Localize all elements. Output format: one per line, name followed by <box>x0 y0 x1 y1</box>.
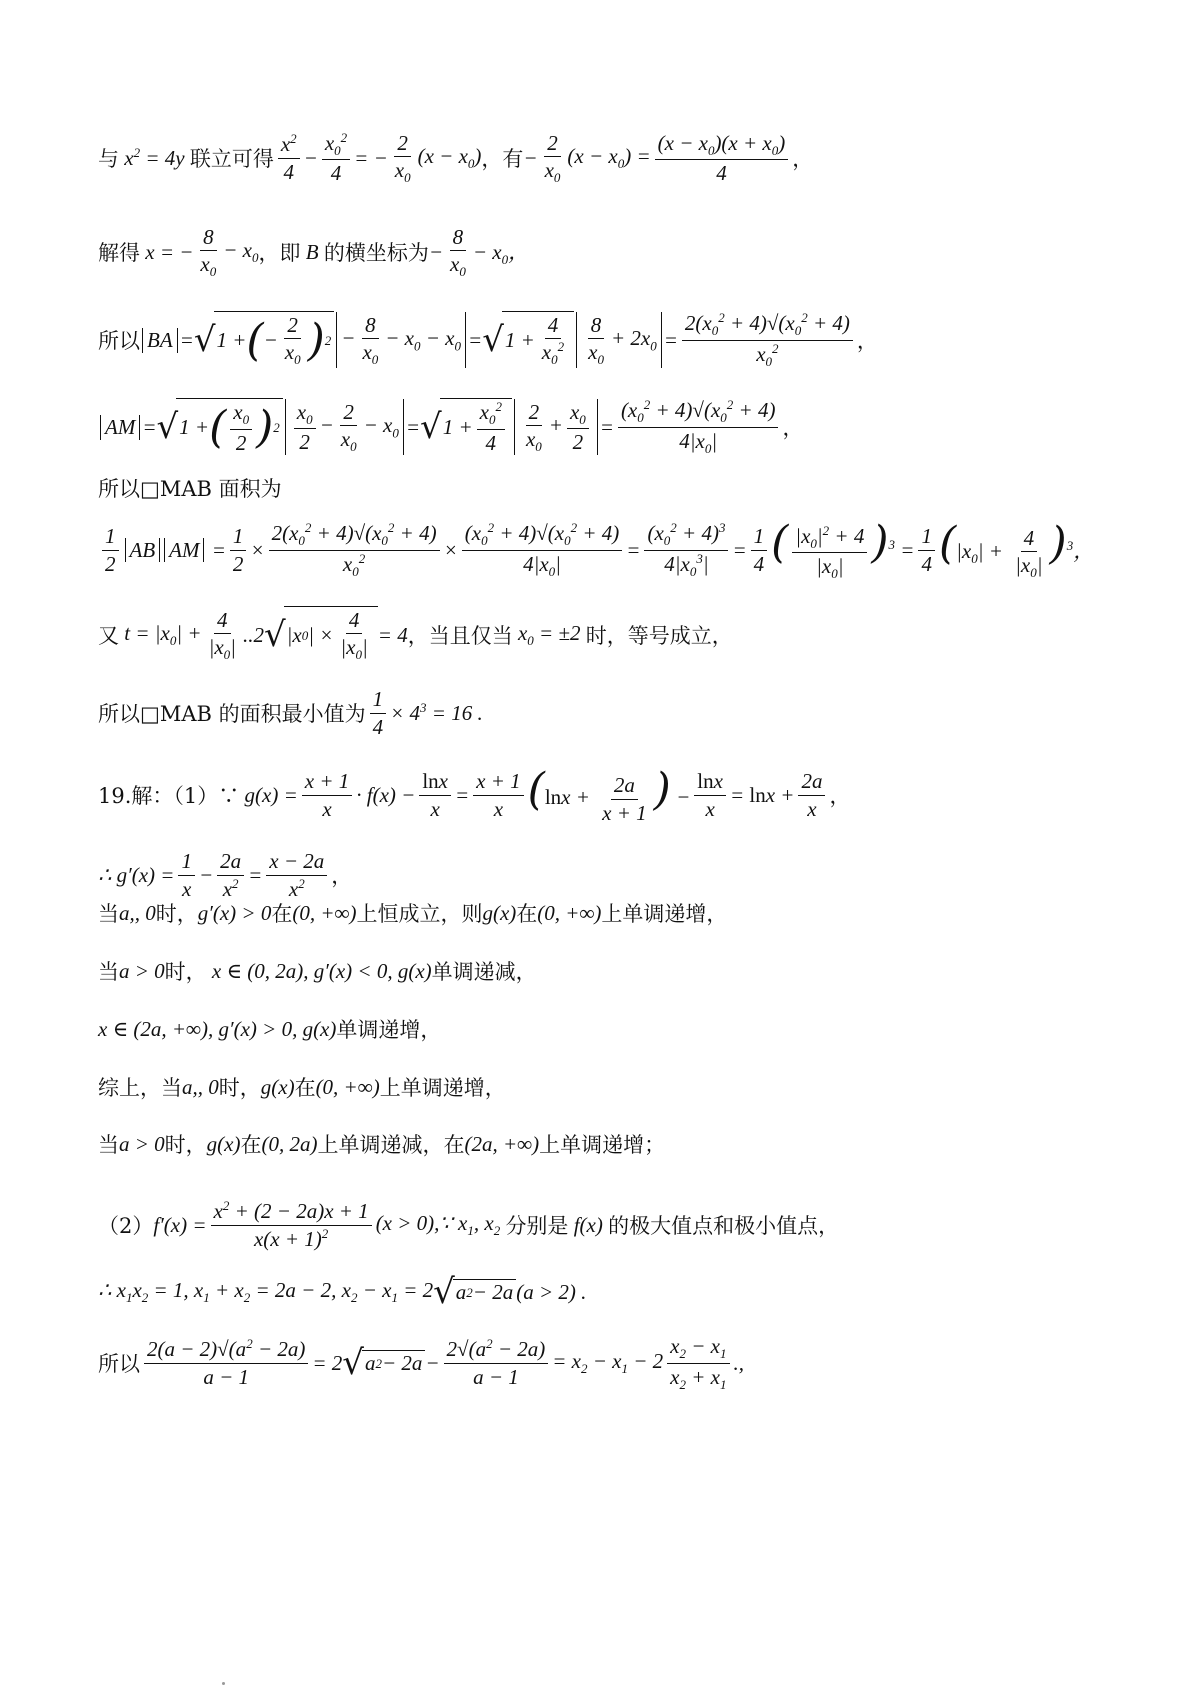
math: a 2 − 2a <box>362 1350 425 1376</box>
math: = <box>732 537 747 562</box>
text-seg: 当 <box>98 960 119 984</box>
math: = <box>599 414 614 439</box>
text-seg: 时， <box>164 960 207 984</box>
math: $x^2 = 4y$ <box>119 145 190 170</box>
text-seg: 19.解：（1）∵ <box>98 784 240 808</box>
math: − $x_0$， <box>472 239 530 268</box>
sqrt-sign: √ <box>420 407 442 447</box>
math-frac: $\frac{2a}{x}$ <box>798 768 825 822</box>
math: BA <box>142 328 178 353</box>
math: ， <box>792 147 814 171</box>
math: (lnx + $\frac{2a}{x + 1}$ ) − <box>527 764 691 825</box>
math: $t = |x_0|$ + <box>119 620 202 649</box>
math: · f(x) − <box>356 782 416 807</box>
math-frac: $\frac{x^2 + (2 - 2a)x + 1}{x(x + 1)^2}$ <box>211 1198 372 1252</box>
sqrt-sign: √ <box>433 1272 455 1312</box>
math: ， <box>856 329 878 353</box>
math-frac: $\frac{2(x_0^2 + 4)√(x_0^2 + 4)}{x_0^2}$ <box>269 520 440 580</box>
math: a,, 0 <box>119 900 156 925</box>
math: $(x - x_0)$ = <box>567 143 651 172</box>
math: x = − <box>140 239 194 264</box>
sqrt-sign: √ <box>263 615 286 655</box>
math-frac: $\frac{(x_0^2 + 4)√(x_0^2 + 4)}{4|x_0|}$ <box>462 520 623 580</box>
math: a > 0 <box>119 1131 165 1156</box>
math: − <box>428 239 443 264</box>
text-line-5 <box>98 468 282 508</box>
eq-line-16 <box>98 1180 839 1270</box>
text-seg: 所以□MAB 面积为 <box>98 477 282 501</box>
eq-line-18 <box>98 1318 744 1408</box>
text-seg: 时，等号成立， <box>585 624 733 648</box>
math: |x 0 | × $\frac{4}{|x_0|}$ <box>284 606 378 664</box>
math: a,, 0 <box>182 1074 219 1099</box>
math: ( $\frac{|x_0|^2 + 4}{|x_0|}$ )$^3$ = <box>771 517 915 582</box>
math: AM <box>100 415 140 440</box>
math: = <box>468 327 483 352</box>
math: × <box>250 537 265 562</box>
text-seg: 在 <box>294 1076 316 1100</box>
math: $\frac{8}{x_0}$ + $2x_0$ <box>576 312 662 369</box>
math-frac: $\frac{8}{x_0}$ <box>450 224 466 280</box>
math: ， <box>331 864 353 888</box>
math: = <box>142 414 157 439</box>
text-seg: ，即 <box>258 241 301 265</box>
sqrt-sign: √ <box>193 320 216 360</box>
text-seg: 在 <box>240 1133 262 1157</box>
math: ， <box>782 416 804 440</box>
math-frac: $\frac{(x_0^2 + 4)^3}{4|x_0^3|}$ <box>644 520 728 580</box>
math-frac: $\frac{1}{4}$ <box>918 523 935 577</box>
math: (0, +∞) <box>537 900 602 925</box>
text-seg: 上单调递增， <box>601 902 728 926</box>
math: B <box>300 239 324 264</box>
text-seg: ，当且仅当 <box>407 624 513 648</box>
math: = <box>454 782 470 807</box>
math-frac: $\frac{\ln x}{x}$ <box>419 768 451 822</box>
math-frac: $\frac{x + 1}{x}$ <box>302 768 353 822</box>
eq-line-2 <box>98 207 529 297</box>
math-frac: $\frac{x_2 - x_1}{x_2 + x_1}$ <box>667 1333 729 1393</box>
text-seg: 又 <box>98 624 119 648</box>
text-seg: 单调递增， <box>336 1018 442 1042</box>
sqrt-sign: √ <box>482 320 504 360</box>
text-seg: 当 <box>98 1133 119 1157</box>
text-line-14 <box>98 1067 506 1107</box>
math: ($|x_0|$ + $\frac{4}{|x_0|}$ )$^3$， <box>938 518 1095 581</box>
text-line-11 <box>98 893 727 933</box>
math: ..2 <box>242 622 264 647</box>
math: = <box>663 327 678 352</box>
text-seg: 综上，当 <box>98 1076 182 1100</box>
math: − <box>523 145 538 170</box>
math: (x > 0),∵ $x_1$, $x_2$ <box>375 1210 501 1239</box>
math: $\frac{2}{x_0}$ + $\frac{x_0}{2}$ <box>514 399 598 456</box>
math: − <box>303 145 318 170</box>
text-seg: 与 <box>98 147 119 171</box>
text-seg: 上单调递增， <box>379 1076 506 1100</box>
math: x ∈ (0, 2a), g′(x) < 0, g(x) <box>206 958 432 983</box>
text-seg: 当 <box>98 902 119 926</box>
math-frac: $\frac{2(a - 2)√(a^2 - 2a)}{a - 1}$ <box>144 1336 308 1390</box>
math: × <box>443 537 458 562</box>
math-frac: $\frac{(x - x_0)(x + x_0)}{4}$ <box>655 130 789 187</box>
text-seg: 时， <box>164 1133 207 1157</box>
text-seg: 在 <box>516 902 538 926</box>
text-seg: （2） <box>98 1214 154 1238</box>
math-frac: $\frac{x_0^2}{4}$ <box>322 130 350 187</box>
math: (a > 2) . <box>516 1279 587 1304</box>
eq-line-1 <box>98 113 813 203</box>
text-seg: 上单调递增； <box>539 1133 666 1157</box>
math: 1 + $\frac{4}{x_0^2}$ <box>502 311 574 369</box>
math-frac: $\frac{4}{|x_0|}$ <box>208 607 236 663</box>
math: ., <box>733 1350 744 1375</box>
eq-line-17 <box>98 1272 586 1312</box>
math: = $x_2 - x_1 - 2$ <box>552 1348 664 1377</box>
math: f′(x) = <box>153 1212 207 1237</box>
math-frac: $\frac{1}{4}$ <box>370 686 387 740</box>
math: − $\frac{8}{x_0}$ − $x_0 - x_0$ <box>336 312 466 369</box>
text-seg: 联立可得 <box>189 147 274 171</box>
math: (2a, +∞) <box>464 1131 540 1156</box>
math: ∴ g′(x) = <box>98 862 175 887</box>
math-frac: $\frac{1}{4}$ <box>751 523 768 577</box>
math: = <box>248 862 263 887</box>
math: = 4 <box>377 622 408 647</box>
math: = lnx + <box>729 782 795 807</box>
sqrt-sign: √ <box>156 407 179 447</box>
math: a > 0 <box>119 958 165 983</box>
text-seg: 解得 <box>98 241 140 265</box>
math-frac: $\frac{x^2}{4}$ <box>278 131 300 185</box>
eq-line-6 <box>98 505 1094 595</box>
math: ∴ $x_1x_2 = 1$, $x_1 + x_2 = 2a - 2$, $x_2 - x_1 = 2$ <box>98 1277 434 1306</box>
page-dot <box>222 1682 225 1685</box>
eq-line-4 <box>98 382 803 472</box>
math-frac: $\frac{1}{2}$ <box>230 523 247 577</box>
math: = <box>405 414 421 439</box>
math: g(x) = <box>239 782 298 807</box>
math-frac: $\frac{2a}{x^2}$ <box>217 848 244 902</box>
math: g(x) <box>206 1131 241 1156</box>
math: (0, 2a) <box>261 1131 318 1156</box>
math-frac: $\frac{\ln x}{x}$ <box>694 768 726 822</box>
math: 1 + ( − $\frac{2}{x_0}$ ) 2 <box>214 311 335 369</box>
text-seg: 时， <box>155 902 198 926</box>
math-frac: $\frac{x + 1}{x}$ <box>473 768 524 822</box>
text-line-13 <box>98 1009 441 1049</box>
math-frac: $\frac{2√(a^2 - 2a)}{a - 1}$ <box>444 1336 549 1390</box>
math: AB AM = <box>123 538 226 563</box>
math: $(x - x_0)$ <box>417 143 482 172</box>
math-frac: $\frac{2}{x_0}$ <box>394 130 411 186</box>
math: x ∈ (2a, +∞), g′(x) > 0, g(x) <box>98 1016 337 1041</box>
text-seg: 上单调递减，在 <box>317 1133 465 1157</box>
math: = 2 <box>312 1350 343 1375</box>
sqrt-sign: √ <box>342 1343 364 1383</box>
text-seg: 所以 <box>98 1352 140 1376</box>
math: g′(x) > 0 <box>197 900 272 925</box>
math: − $x_0$ <box>223 237 259 266</box>
math: = <box>626 537 641 562</box>
math: 1 + ( $\frac{x_0}{2}$ ) 2 <box>176 398 283 456</box>
text-seg: 分别是 <box>505 1214 569 1238</box>
math: × $4^3 = 16$ . <box>390 700 483 725</box>
math: − <box>425 1350 440 1375</box>
math-frac: $\frac{2(x_0^2 + 4)√(x_0^2 + 4)}{x_0^2}$ <box>682 310 853 370</box>
text-seg: ，有 <box>481 147 524 171</box>
math-frac: $\frac{1}{x}$ <box>178 848 195 902</box>
math: ， <box>829 784 851 808</box>
eq-line-9 <box>98 750 850 840</box>
math: g(x) <box>482 900 517 925</box>
math-frac: $\frac{x - 2a}{x^2}$ <box>266 848 327 902</box>
math: − <box>198 862 214 887</box>
math: = <box>179 327 194 352</box>
text-seg: 的横坐标为 <box>323 241 429 265</box>
eq-line-7 <box>98 590 733 680</box>
math: $x_0 = \pm 2$ <box>512 620 586 649</box>
math: f(x) <box>568 1212 609 1237</box>
math: a 2 − 2a <box>453 1279 516 1305</box>
text-seg: 上恒成立，则 <box>356 902 483 926</box>
math: $\frac{x_0}{2}$ − $\frac{2}{x_0}$ − $x_0$ <box>285 399 404 456</box>
math-frac: $\frac{2}{x_0}$ <box>544 130 561 186</box>
math: (0, +∞) <box>315 1074 380 1099</box>
text-line-12 <box>98 951 537 991</box>
math: (0, +∞) <box>292 900 357 925</box>
text-line-15 <box>98 1124 665 1164</box>
text-seg: 的极大值点和极小值点， <box>608 1214 840 1238</box>
text-seg: 单调递减， <box>431 960 537 984</box>
text-seg: 所以□MAB 的面积最小值为 <box>98 702 366 726</box>
math: g(x) <box>260 1074 295 1099</box>
eq-line-8 <box>98 668 483 758</box>
math-frac: $\frac{(x_0^2 + 4)√(x_0^2 + 4)}{4|x_0|}$ <box>618 397 779 457</box>
eq-line-3 <box>98 295 878 385</box>
text-seg: 所以 <box>98 329 140 353</box>
math-frac: $\frac{8}{x_0}$ <box>200 224 217 280</box>
math: = − <box>354 145 388 170</box>
math-frac: $\frac{1}{2}$ <box>102 523 119 577</box>
math: 1 + $\frac{x_0^2}{4}$ <box>440 398 512 456</box>
text-seg: 时， <box>218 1076 261 1100</box>
text-seg: 在 <box>271 902 293 926</box>
